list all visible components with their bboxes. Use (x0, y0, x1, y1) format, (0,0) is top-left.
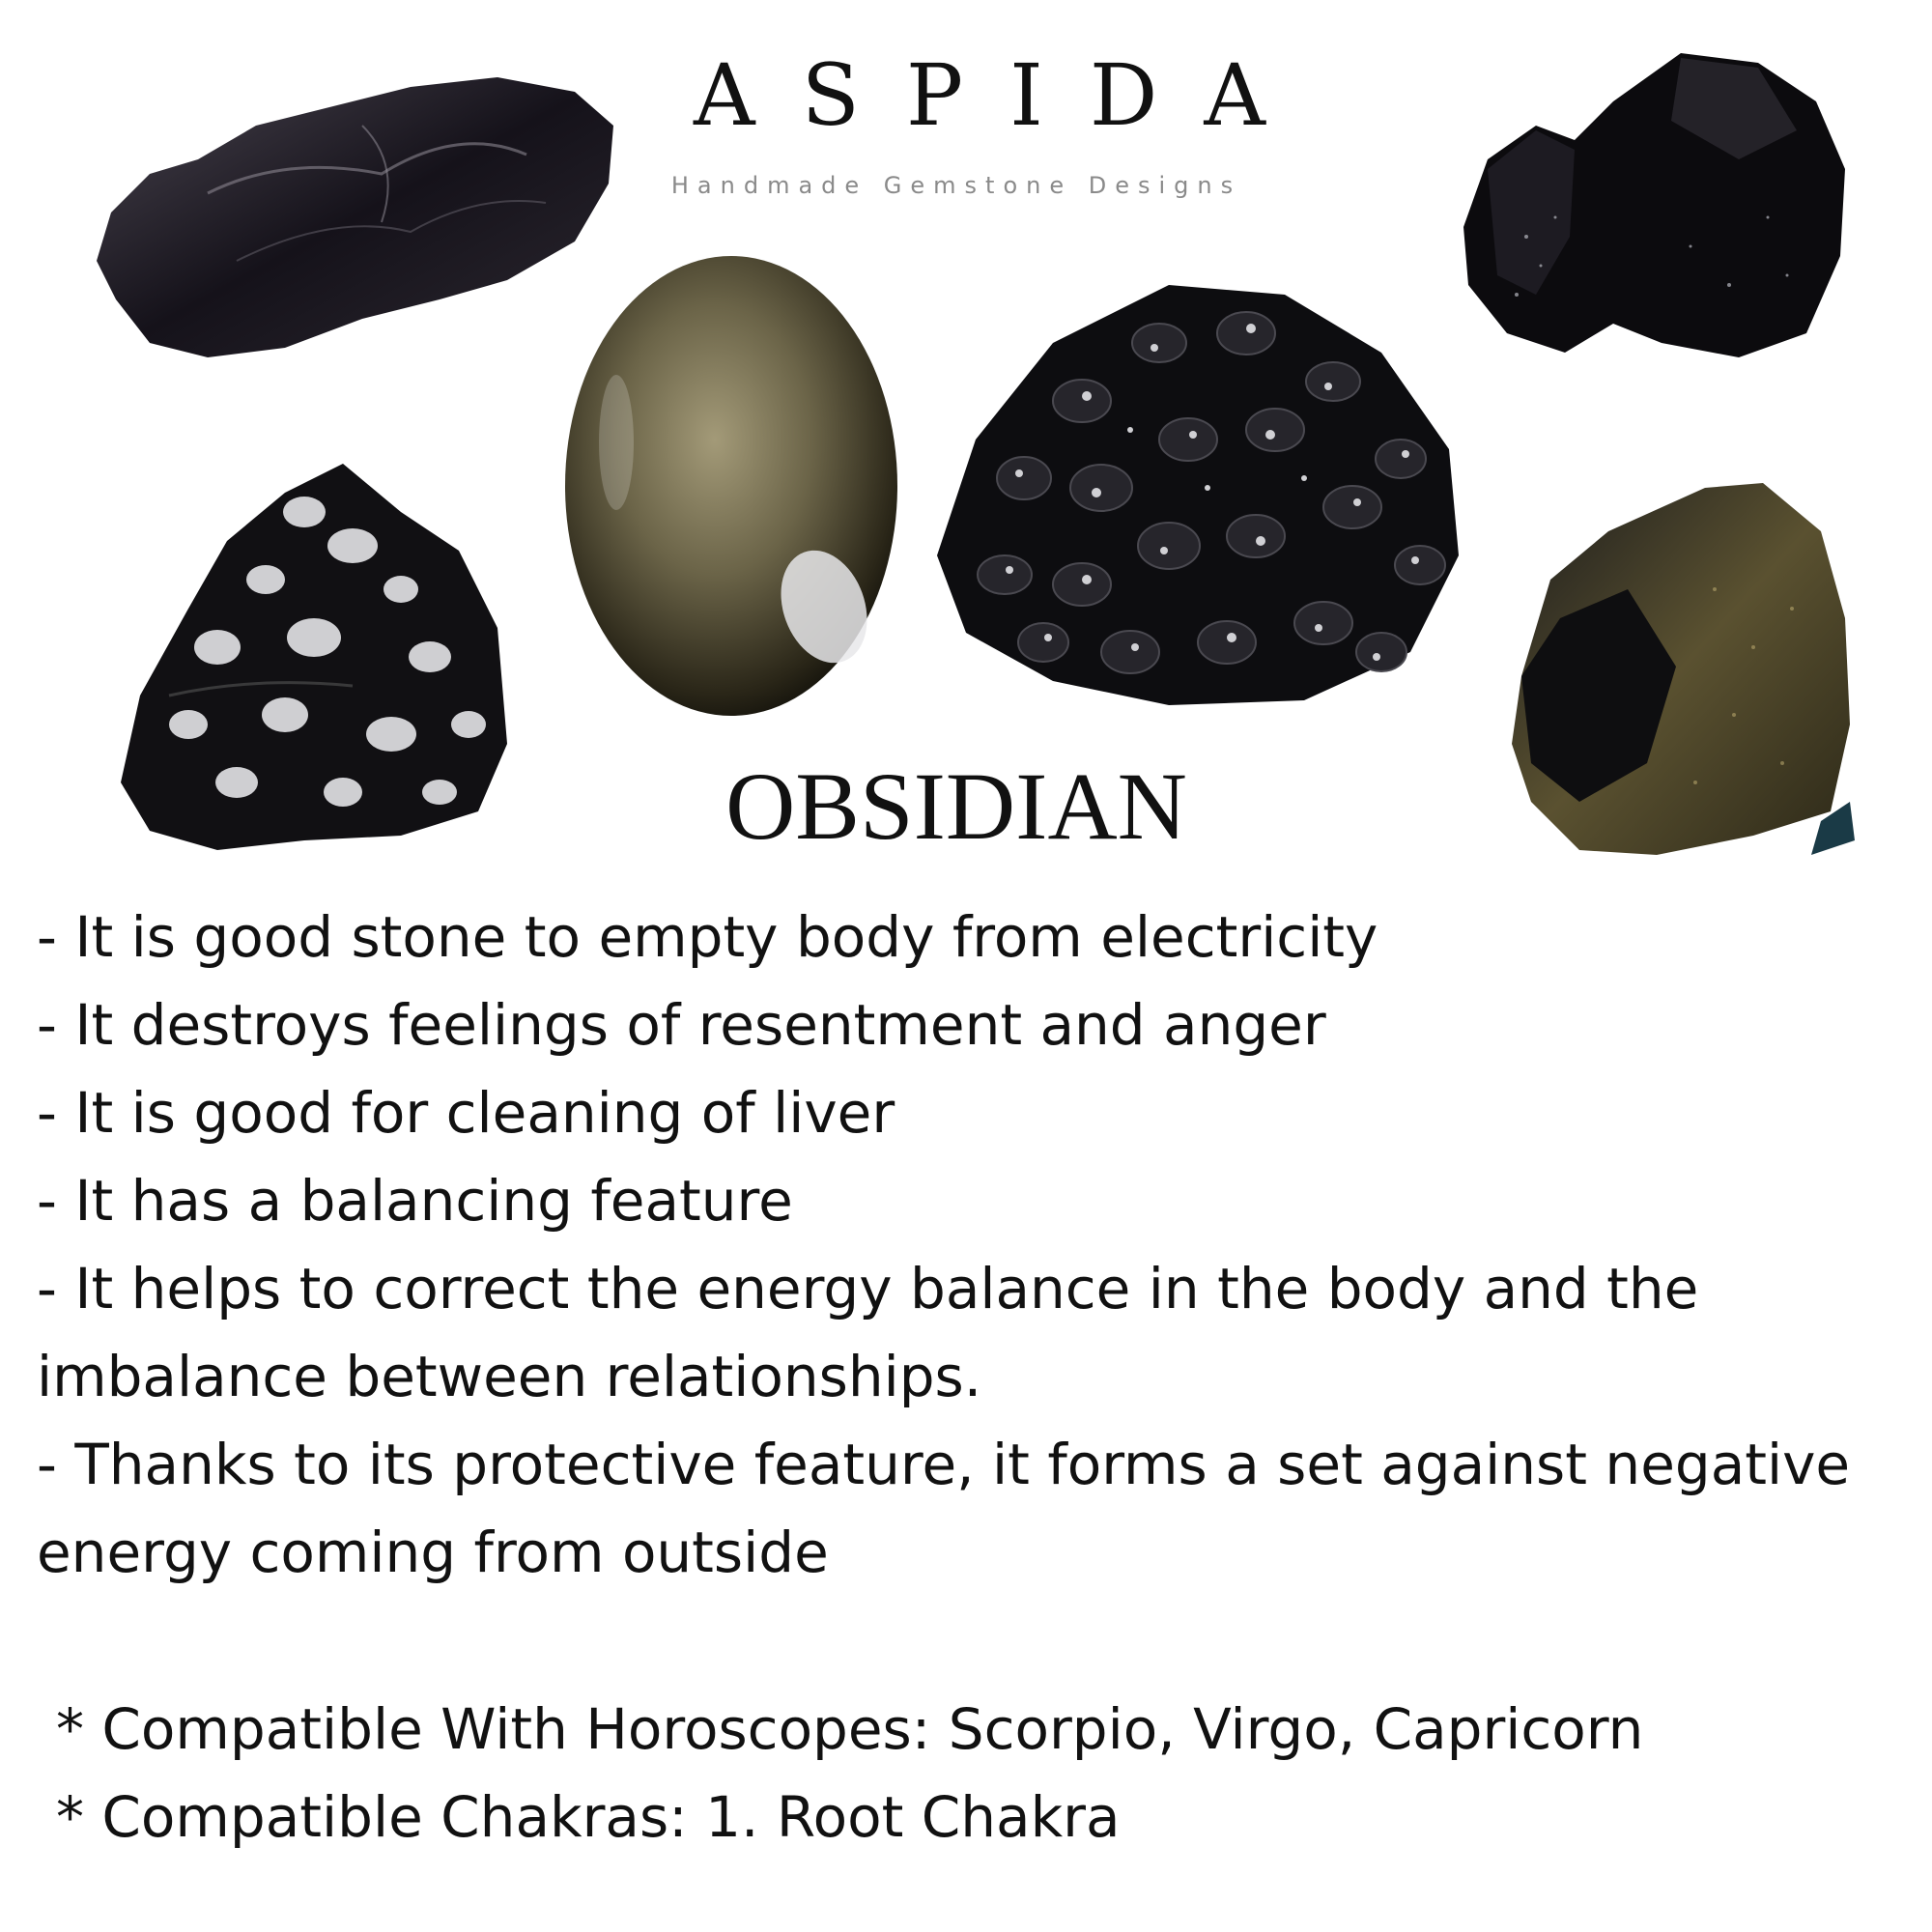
tumbled-obsidian-image (918, 266, 1468, 710)
benefit-item: - It is good for cleaning of liver (37, 1080, 895, 1146)
rough-obsidian-image (1449, 43, 1855, 362)
benefit-item: - It has a balancing feature (37, 1168, 793, 1234)
benefit-item: - Thanks to its protective feature, it forms a set against negative energy coming from outside (37, 1432, 1851, 1585)
benefit-item: - It helps to correct the energy balance in the body and the imbalance between relationships. (37, 1256, 1699, 1409)
stone-title: OBSIDIAN (725, 753, 1187, 860)
rough-obsidian-image (92, 68, 618, 377)
compatibility-list (56, 1686, 1643, 1861)
compatible-chakras: * Compatible Chakras: 1. Root Chakra (56, 1784, 1121, 1850)
benefits-list (37, 894, 1911, 1597)
benefit-item: - It destroys feelings of resentment and anger (37, 992, 1326, 1058)
brand-logo-name: ASPIDA (694, 45, 1312, 145)
gold-sheen-cabochon-image (558, 249, 904, 723)
gold-sheen-obsidian-image (1502, 473, 1860, 865)
snowflake-obsidian-image (111, 454, 517, 850)
compatible-horoscopes: * Compatible With Horoscopes: Scorpio, Virgo, Capricorn (56, 1696, 1644, 1762)
brand-tagline: Handmade Gemstone Designs (670, 172, 1242, 199)
benefit-item: - It is good stone to empty body from electricity (37, 904, 1378, 970)
